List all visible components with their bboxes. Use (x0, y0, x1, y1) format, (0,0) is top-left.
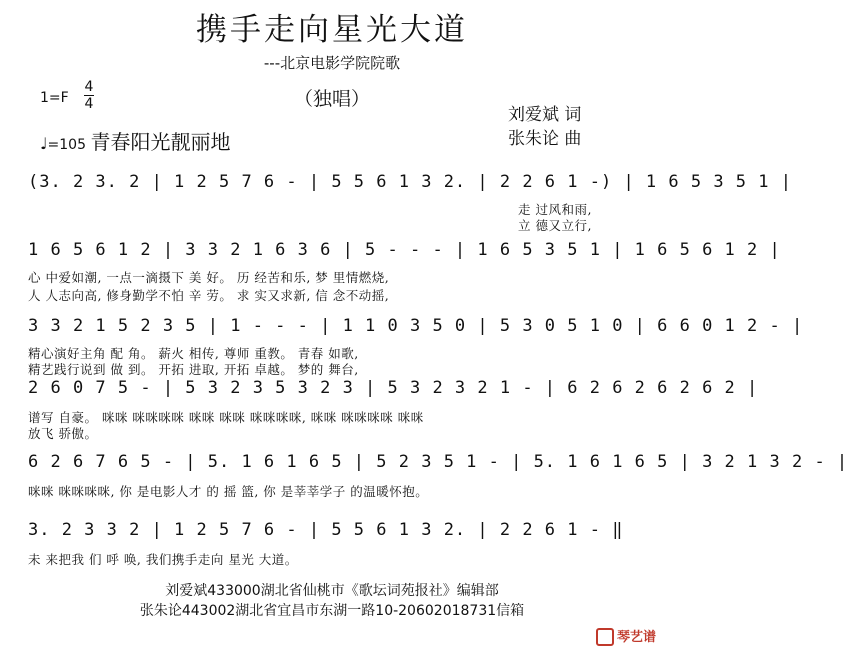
footer-composer-address: 张朱论443002湖北省宜昌市东湖一路10-20602018731信箱 (139, 603, 525, 619)
key-signature: 1=F (40, 90, 69, 106)
notation-line: 2 6 0 7 5 - | 5 3 2 3 5 3 2 3 | 5 3 2 3 2 1 - | 6 2 6 2 6 2 6 2 | (28, 378, 759, 398)
notation-line: (3. 2 3. 2 | 1 2 5 7 6 - | 5 5 6 1 3 2. | 2 2 6 1 -) | 1 6 5 3 5 1 | (28, 172, 792, 192)
song-subtitle: ---北京电影学院院歌 (263, 54, 401, 72)
site-logo (596, 626, 656, 647)
footer-lyricist-address: 刘爱斌433000湖北省仙桃市《歌坛词苑报社》编辑部 (165, 583, 499, 599)
notation-system-1 (28, 172, 792, 202)
tempo-marking (40, 126, 230, 155)
tempo-value: =105 (47, 137, 86, 153)
notation-system-4 (28, 378, 759, 408)
logo-text: 琴艺谱 (616, 629, 656, 645)
lyric-line: 精心演好主角 配 角。 薪火 相传, 尊师 重教。 青春 如歌, (28, 346, 359, 361)
notation-system-2 (28, 240, 781, 270)
logo-icon (596, 628, 614, 646)
notation-system-3 (28, 316, 804, 346)
lyric-line: 谱写 自豪。 咪咪 咪咪咪咪 咪咪 咪咪 咪咪咪咪, 咪咪 咪咪咪咪 咪咪 (28, 410, 424, 425)
notation-line: 3 3 2 1 5 2 3 5 | 1 - - - | 1 1 0 3 5 0 | 5 3 0 5 1 0 | 6 6 0 1 2 - | (28, 316, 804, 336)
lyric-line: 走 过风和雨, (518, 202, 592, 217)
song-title: 携手走向星光大道 (196, 12, 468, 48)
lyric-line: 咪咪 咪咪咪咪, 你 是电影人才 的 摇 篮, 你 是莘莘学子 的温暖怀抱。 (28, 484, 429, 499)
time-signature-bottom: 4 (84, 96, 94, 112)
composer-credit: 张朱论 曲 (508, 129, 582, 149)
lyric-line: 精艺践行说到 做 到。 开拓 进取, 开拓 卓越。 梦的 舞台, (28, 362, 359, 377)
notation-system-5 (28, 452, 848, 482)
lyric-line: 立 德又立行, (518, 218, 592, 233)
lyric-line: 人 人志向高, 修身勤学不怕 辛 劳。 求 实又求新, 信 念不动摇, (28, 288, 390, 303)
lyric-line: 心 中爱如潮, 一点一滴摄下 美 好。 历 经苦和乐, 梦 里情燃烧, (28, 270, 390, 285)
quarter-note-icon: ♩ (40, 134, 48, 153)
performance-type: （独唱） (293, 88, 370, 110)
tempo-expression: 青春阳光靓丽地 (90, 130, 231, 154)
lyric-line: 放飞 骄傲。 (28, 426, 98, 441)
notation-line: 1 6 5 6 1 2 | 3 3 2 1 6 3 6 | 5 - - - | 1 6 5 3 5 1 | 1 6 5 6 1 2 | (28, 240, 781, 260)
time-signature-top: 4 (84, 79, 94, 95)
lyric-line: 未 来把我 们 呼 唤, 我们携手走向 星光 大道。 (28, 552, 298, 567)
notation-system-6 (28, 520, 634, 550)
notation-line: 3. 2 3 3 2 | 1 2 5 7 6 - | 5 5 6 1 3 2. | 2 2 6 1 - ‖ (28, 520, 624, 540)
time-signature (84, 80, 94, 111)
lyricist-credit: 刘爱斌 词 (508, 105, 582, 125)
notation-line: 6 2 6 7 6 5 - | 5. 1 6 1 6 5 | 5 2 3 5 1 - | 5. 1 6 1 6 5 | 3 2 1 3 2 - | (28, 452, 848, 472)
